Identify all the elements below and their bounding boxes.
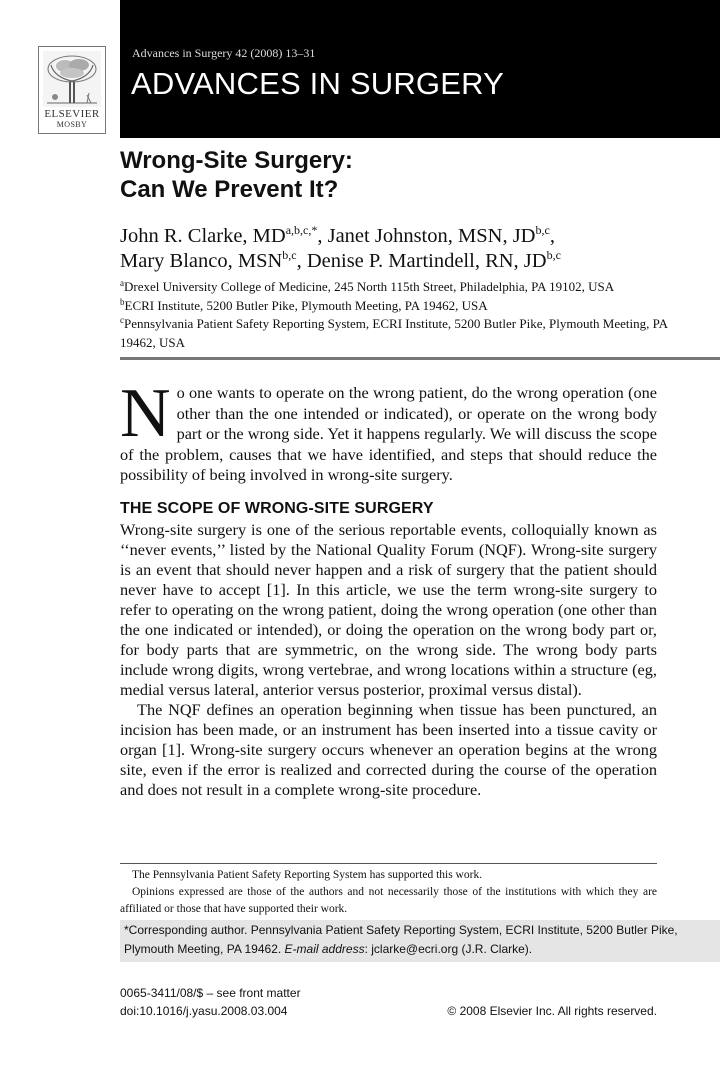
author-name: Mary Blanco, MSN bbox=[120, 250, 283, 272]
author-affiliation-marks: b,c bbox=[535, 223, 550, 237]
affiliation bbox=[120, 297, 680, 316]
body-paragraph: Wrong-site surgery is one of the serious reportable events, colloquially known as ‘‘never events,’’ listed by the National Quality Forum (NQF). Wrong-site surgery is an event that should never happen and a risk of surgery that the patient should never have to accept [1]. In this article, we use the term wrong-site surgery to refer to operating on the wrong patient, doing the wrong operation (one other than the one indicated or intended), or doing the operation on the wrong body part or, for body parts that are symmetric, on the wrong side. The wrong body parts include wrong digits, wrong vertebrae, and wrong locations within a structure (eg, medial versus lateral, anterior versus posterior, proximal versus distal). bbox=[120, 520, 657, 699]
doi-link[interactable]: doi:10.1016/j.yasu.2008.03.004 bbox=[120, 1004, 288, 1018]
elsevier-logo bbox=[38, 46, 106, 134]
author-affiliation-marks: b,c bbox=[546, 248, 561, 262]
author-name: Janet Johnston, MSN, JD bbox=[327, 225, 536, 247]
author-name: Denise P. Martindell, RN, JD bbox=[306, 250, 547, 272]
header-divider bbox=[120, 357, 720, 360]
affiliation-mark: a bbox=[120, 278, 124, 288]
affiliation bbox=[120, 278, 680, 297]
logo-imprint: MOSBY bbox=[56, 120, 88, 129]
affiliation-list bbox=[120, 278, 680, 352]
issn-line: 0065-3411/08/$ – see front matter bbox=[120, 986, 301, 1000]
author-list: John R. Clarke, $MD^{a,b,c,*}$, Janet Johnston, MSN, JD$^{b,c}$, Mary Blanco, MSN$^{b,c}$, Denise P. Martindell, RN, JD$^{b,c}$ bbox=[120, 223, 561, 272]
author-affiliation-marks: a,b,c,* bbox=[285, 223, 318, 237]
author-affiliation-marks: b,c bbox=[282, 248, 297, 262]
author-name: John R. Clarke, MD bbox=[120, 225, 286, 247]
footnote: The Pennsylvania Patient Safety Reporting System has supported this work. bbox=[132, 869, 483, 881]
intro-text: o one wants to operate on the wrong patient, do the wrong operation (one other than the one intended or indicated), or operate on the wrong body part or the wrong side. Yet it happens regularly. We will discuss the scope of the problem, causes that we have identified, and steps that should reduce the possibility of being involved in wrong-site surgery. bbox=[120, 383, 657, 484]
affiliation-mark: b bbox=[120, 296, 125, 307]
email-label: E-mail address bbox=[284, 942, 365, 956]
affiliation bbox=[120, 315, 680, 352]
intro-paragraph bbox=[120, 375, 657, 486]
affiliation-mark: c bbox=[120, 315, 124, 325]
title-line-1: Wrong-Site Surgery: bbox=[120, 147, 353, 174]
affiliation-text: Drexel University College of Medicine, 245 North 115th Street, Philadelphia, PA 19102, USA bbox=[124, 279, 615, 294]
journal-banner bbox=[120, 0, 720, 138]
affiliation-text: ECRI Institute, 5200 Butler Pike, Plymouth Meeting, PA 19462, USA bbox=[124, 297, 488, 313]
journal-title: ADVANCES IN SURGERY bbox=[131, 66, 505, 101]
affiliation-text: Pennsylvania Patient Safety Reporting System, ECRI Institute, 5200 Butler Pike, Plymouth Meeting, PA 19462, USA bbox=[120, 316, 668, 350]
footnote-divider bbox=[120, 863, 657, 864]
body-paragraph: The NQF defines an operation beginning when tissue has been punctured, an incision has been made, or an instrument has been inserted into a tissue cavity or organ [1]. Wrong-site surgery occurs whenever an operation begins at the wrong site, even if the error is realized and corrected during the course of the operation and does not result in a complete wrong-site procedure. bbox=[120, 700, 657, 799]
section-body bbox=[120, 520, 657, 800]
drop-cap: N bbox=[120, 375, 171, 452]
copyright-notice: © 2008 Elsevier Inc. All rights reserved. bbox=[447, 1004, 657, 1018]
article-title bbox=[120, 146, 680, 204]
footnote: Opinions expressed are those of the authors and not necessarily those of the institutions with which they are affiliated or those that have supported their work. bbox=[120, 886, 657, 915]
title-line-2: Can We Prevent It? bbox=[120, 176, 339, 203]
logo-wordmark: ELSEVIER bbox=[44, 108, 100, 120]
journal-citation: Advances in Surgery 42 (2008) 13–31 bbox=[132, 46, 316, 60]
article-meta bbox=[120, 984, 657, 1020]
tree-emblem-icon bbox=[43, 51, 101, 107]
corresponding-author-box bbox=[120, 920, 720, 962]
email-address[interactable]: : jclarke@ecri.org (J.R. Clarke). bbox=[364, 942, 533, 956]
footnotes bbox=[120, 867, 657, 918]
section-heading: THE SCOPE OF WRONG-SITE SURGERY bbox=[120, 500, 434, 517]
corresponding-author-text: *Corresponding author. Pennsylvania Patient Safety Reporting System, ECRI Institute, 5200 Butler Pike, Plymouth Meeting, PA 19462. bbox=[124, 923, 678, 956]
